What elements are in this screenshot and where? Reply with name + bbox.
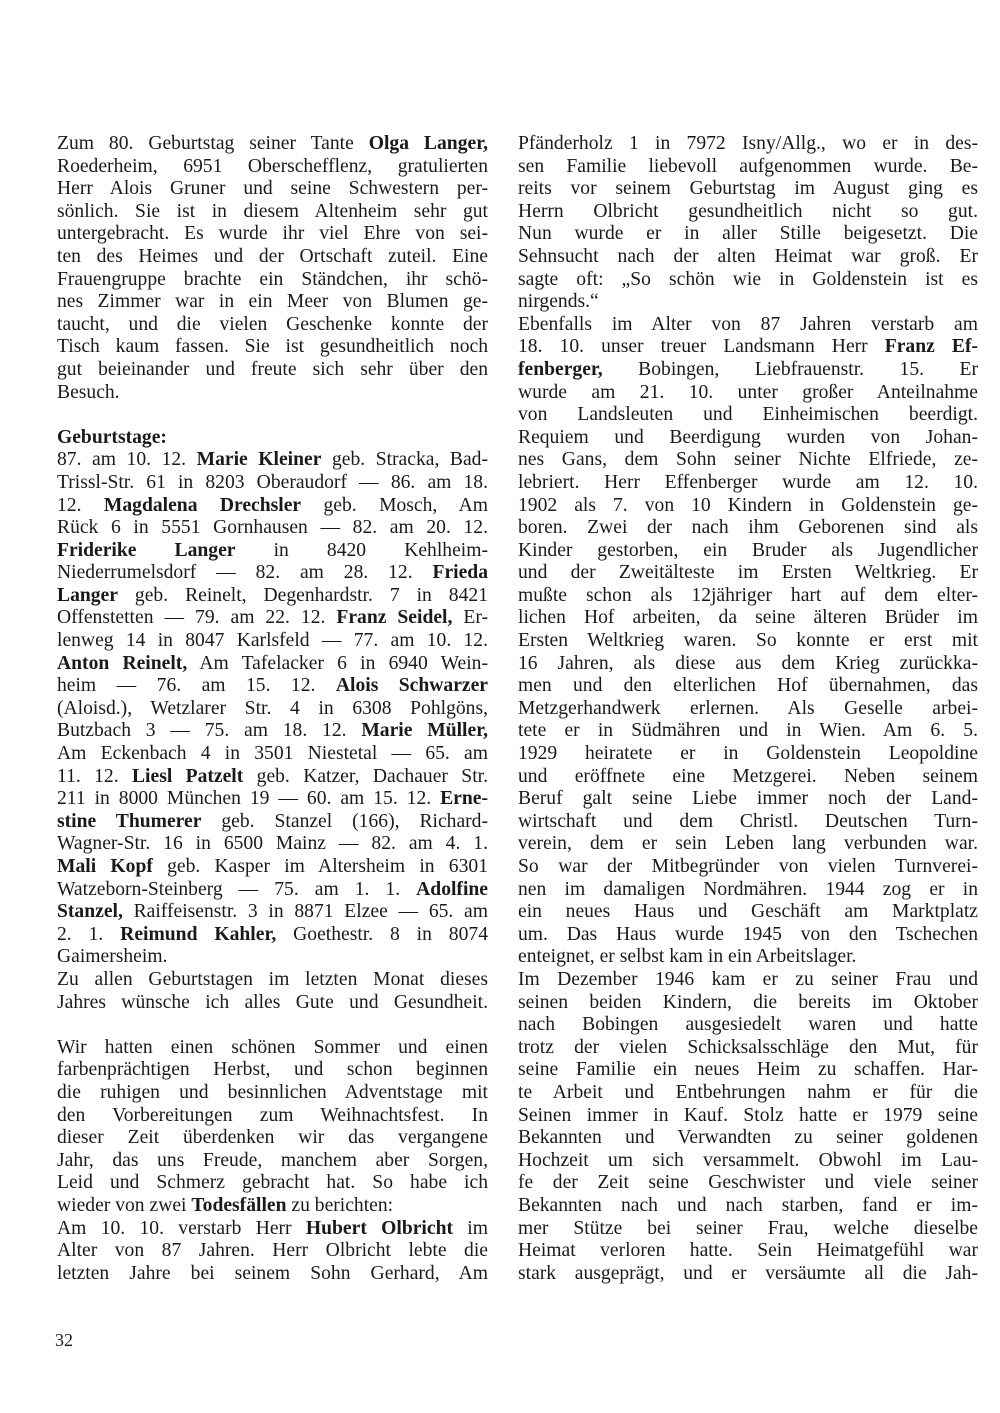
body-text: Er- <box>452 607 488 629</box>
body-text: Heimat verloren hatte. Sein Heimatgefühl war <box>518 1240 978 1262</box>
text-line <box>57 1037 488 1060</box>
bold-name-text: Mali Kopf <box>57 856 153 877</box>
text-line <box>518 540 978 563</box>
body-text: Kinder gestorben, ein Bruder als Jugendlicher <box>518 539 978 561</box>
text-line <box>518 495 978 518</box>
body-text: Leid und Schmerz gebracht hat. So habe ich <box>57 1172 488 1194</box>
text-line <box>518 992 978 1015</box>
text-line <box>57 133 488 156</box>
body-text: lebriert. Herr Effenberger wurde am 12. 10. <box>518 471 978 493</box>
text-line <box>57 517 488 540</box>
text-line <box>57 1059 488 1082</box>
text-line <box>518 291 978 314</box>
text-line <box>57 653 488 676</box>
body-text: te Arbeit und Entbehrungen nahm er für die <box>518 1081 978 1103</box>
body-text: lichen Hof arbeiten, da seine älteren Brüder im <box>518 607 978 629</box>
bold-name-text: Friderike Langer <box>57 539 236 561</box>
body-text: Goethestr. 8 in 8074 <box>276 923 488 945</box>
body-text: im <box>453 1217 488 1239</box>
body-text: in 8420 Kehlheim- <box>235 539 488 561</box>
body-text: geb. Mosch, Am <box>301 494 488 516</box>
text-line <box>518 924 978 947</box>
bold-name-text: Franz Ef- <box>884 336 978 358</box>
body-text: Metzgerhandwerk erlernen. Als Geselle arbei- <box>518 697 978 719</box>
text-line <box>518 788 978 811</box>
body-text: Trissl-Str. 61 in 8203 Oberaudorf — 86. am 18. <box>57 471 488 493</box>
text-line <box>57 1082 488 1105</box>
text-line <box>57 924 488 947</box>
text-line <box>57 291 488 314</box>
bold-name-text: Alois Schwarzer <box>335 675 488 697</box>
text-line <box>57 269 488 292</box>
body-text: nen im damaligen Nordmähren. 1944 zog er in <box>518 878 978 900</box>
body-text: Beruf galt seine Liebe immer noch der Land- <box>518 788 978 810</box>
body-text: um. Das Haus wurde 1945 von den Tschechen <box>518 923 978 945</box>
body-text: dieser Zeit überdenken wir das vergangene <box>57 1127 488 1149</box>
bold-name-text: Langer <box>57 584 118 606</box>
text-line <box>518 314 978 337</box>
body-text: Gaimersheim. <box>57 946 168 968</box>
text-line <box>57 427 488 450</box>
body-text: Zu allen Geburtstagen im letzten Monat dieses <box>57 968 488 990</box>
body-text: die ruhigen und besinnlichen Adventstage mit <box>57 1081 488 1103</box>
bold-name-text: Olga Langer, <box>368 133 488 154</box>
bold-name-text: Franz Seidel, <box>336 607 453 629</box>
text-line <box>518 359 978 382</box>
text-line <box>518 382 978 405</box>
bold-name-text: Liesl Patzelt <box>131 765 244 787</box>
text-line <box>518 178 978 201</box>
text-line <box>57 766 488 789</box>
body-text: wirtschaft und dem Christl. Deutschen Turn- <box>518 810 978 832</box>
body-text: ein neues Haus und Geschäft am Marktplatz <box>518 901 978 923</box>
text-line <box>57 449 488 472</box>
body-text: sagte oft: „So schön wie in Goldenstein ist es <box>518 268 978 290</box>
text-line <box>518 1105 978 1128</box>
body-text: 12. <box>57 494 104 516</box>
text-line <box>518 720 978 743</box>
body-text: Sehnsucht nach der alten Heimat war groß. Er <box>518 245 978 267</box>
body-text: ten des Heimes und der Ortschaft zuteil. Eine <box>57 245 488 267</box>
text-line <box>518 562 978 585</box>
text-line <box>518 1263 978 1286</box>
bold-name-text: Reimund Kahler, <box>120 923 277 945</box>
text-line <box>518 156 978 179</box>
text-line <box>57 833 488 856</box>
text-line <box>57 336 488 359</box>
body-text: Seinen immer in Kauf. Stolz hatte er 1979 seine <box>518 1104 978 1126</box>
body-text: sönlich. Sie ist in diesem Altenheim sehr gut <box>57 200 488 222</box>
body-text: heim — 76. am 15. 12. <box>57 675 336 697</box>
body-text: So war der Mitbegründer von vielen Turnverei- <box>518 856 978 877</box>
text-line <box>57 156 488 179</box>
body-text: Herr Alois Gruner und seine Schwestern per- <box>57 178 488 200</box>
right-text-column <box>518 133 978 1285</box>
text-line <box>518 427 978 450</box>
body-text: gut beieinander und freute sich sehr über den <box>57 358 488 380</box>
body-text: Herrn Olbricht gesundheitlich nicht so gut. <box>518 200 978 222</box>
body-text: taucht, und die vielen Geschenke konnte der <box>57 313 488 335</box>
text-line <box>57 946 488 969</box>
text-line <box>518 766 978 789</box>
text-line <box>57 1105 488 1128</box>
text-line <box>57 246 488 269</box>
body-text: (Aloisd.), Wetzlarer Str. 4 in 6308 Pohlgöns, <box>57 697 488 719</box>
text-line <box>518 1014 978 1037</box>
body-text: sen Familie liebevoll aufgenommen wurde. Be- <box>518 155 978 177</box>
body-text: farbenprächtigen Herbst, und schon beginnen <box>57 1059 488 1081</box>
text-line <box>518 743 978 766</box>
text-line <box>57 1172 488 1195</box>
text-line <box>518 630 978 653</box>
bold-name-text: Frieda <box>432 562 488 584</box>
body-text: 1902 als 7. von 10 Kindern in Goldenstein ge- <box>518 494 978 516</box>
text-line <box>57 607 488 630</box>
text-line <box>518 1127 978 1150</box>
text-line <box>518 879 978 902</box>
body-text: geb. Stracka, Bad- <box>321 449 488 471</box>
bold-name-text: Hubert Olbricht <box>305 1217 453 1239</box>
body-text: Wir hatten einen schönen Sommer und einen <box>57 1036 488 1058</box>
text-line <box>518 653 978 676</box>
body-text: geb. Katzer, Dachauer Str. <box>243 765 488 787</box>
body-text: Nun wurde er in aller Stille beigesetzt. Die <box>518 223 978 245</box>
text-line <box>57 969 488 992</box>
body-text: reits vor seinem Geburtstag im August ging es <box>518 178 978 200</box>
text-line <box>518 946 978 969</box>
body-text: stark ausgeprägt, und er versäumte all die Jah- <box>518 1262 978 1284</box>
text-line <box>57 901 488 924</box>
text-line <box>518 517 978 540</box>
text-line <box>57 630 488 653</box>
body-text: Hochzeit um sich versammelt. Obwohl im Lau- <box>518 1149 978 1171</box>
bold-name-text: stine Thumerer <box>57 810 202 832</box>
body-text: enteignet, er selbst kam in ein Arbeitslager. <box>518 946 857 968</box>
body-text: untergebracht. Es wurde ihr viel Ehre von sei- <box>57 223 488 245</box>
text-line <box>57 1150 488 1173</box>
body-text: Zum 80. Geburtstag seiner Tante <box>57 133 369 154</box>
body-text: Tisch kaum fassen. Sie ist gesundheitlich noch <box>57 336 488 358</box>
bold-name-text: Magdalena Drechsler <box>103 494 302 516</box>
text-line <box>57 879 488 902</box>
body-text: seine Familie ein neues Heim zu schaffen. Har- <box>518 1059 978 1081</box>
body-text: Bekannten nach und nach starben, fand er im- <box>518 1194 978 1216</box>
body-text: tete er in Südmähren und in Wien. Am 6. 5. <box>518 720 978 742</box>
body-text: letzten Jahre bei seinem Sohn Gerhard, Am <box>57 1262 488 1284</box>
body-text: geb. Stanzel (166), Richard- <box>201 810 489 832</box>
body-text: 87. am 10. 12. <box>57 449 197 471</box>
text-line <box>518 449 978 472</box>
text-line <box>518 833 978 856</box>
text-line <box>518 856 978 879</box>
bold-name-text: Marie Müller, <box>361 720 488 742</box>
text-line <box>518 1172 978 1195</box>
text-line <box>57 178 488 201</box>
bold-name-text: Marie Kleiner <box>196 449 322 471</box>
body-text: Wagner-Str. 16 in 6500 Mainz — 82. am 4. 1. <box>57 833 488 855</box>
text-line <box>57 1218 488 1241</box>
body-text: fe der Zeit seine Geschwister und viele seiner <box>518 1172 978 1194</box>
text-line <box>57 1195 488 1218</box>
body-text: 16 Jahren, als diese aus dem Krieg zurückka- <box>518 652 978 674</box>
text-line <box>518 246 978 269</box>
body-text: Am Tafelacker 6 in 6940 Wein- <box>187 652 488 674</box>
text-line <box>518 607 978 630</box>
body-text: 1929 heiratete er in Goldenstein Leopoldine <box>518 743 978 765</box>
body-text: wieder von zwei <box>57 1194 192 1216</box>
text-line <box>57 223 488 246</box>
text-line <box>57 811 488 834</box>
text-line <box>518 585 978 608</box>
text-line <box>57 382 488 405</box>
text-line <box>518 675 978 698</box>
text-line <box>518 901 978 924</box>
body-text: 211 in 8000 München 19 — 60. am 15. 12. <box>57 788 441 810</box>
body-text: Niederrumelsdorf — 82. am 28. 12. <box>57 562 433 584</box>
body-text: men und den elterlichen Hof übernahmen, das <box>518 675 978 697</box>
bold-name-text: fenberger, <box>518 358 603 380</box>
text-line <box>57 472 488 495</box>
body-text: Offenstetten — 79. am 22. 12. <box>57 607 337 629</box>
paragraph-gap <box>57 404 488 427</box>
text-line <box>518 1240 978 1263</box>
body-text: Pfänderholz 1 in 7972 Isny/Allg., wo er in des- <box>518 133 978 154</box>
body-text: Jahr, das uns Freude, manchem aber Sorgen, <box>57 1149 488 1171</box>
text-line <box>57 585 488 608</box>
body-text: 11. 12. <box>57 765 132 787</box>
body-text: Jahres wünsche ich alles Gute und Gesundheit. <box>57 991 488 1013</box>
body-text: geb. Reinelt, Degenhardstr. 7 in 8421 <box>117 584 488 606</box>
body-text: den Vorbereitungen zum Weihnachtsfest. In <box>57 1104 488 1126</box>
text-line <box>518 1195 978 1218</box>
text-line <box>57 856 488 879</box>
left-text-column <box>57 133 488 1285</box>
bold-name-text: Stanzel, <box>57 901 123 923</box>
body-text: 18. 10. unser treuer Landsmann Herr <box>518 336 885 358</box>
body-text: Rück 6 in 5551 Gornhausen — 82. am 20. 12. <box>57 517 488 539</box>
page-number: 32 <box>55 1330 73 1350</box>
body-text: Watzeborn-Steinberg — 75. am 1. 1. <box>57 878 417 900</box>
text-line <box>57 201 488 224</box>
bold-name-text: Todesfällen <box>191 1194 287 1216</box>
text-line <box>57 562 488 585</box>
body-text: mer Stütze bei seiner Frau, welche dieselbe <box>518 1217 978 1239</box>
text-line <box>518 1082 978 1105</box>
text-line <box>57 314 488 337</box>
text-line <box>518 1059 978 1082</box>
text-line <box>57 495 488 518</box>
body-text: Ersten Weltkrieg waren. So konnte er erst mit <box>518 630 978 652</box>
text-line <box>57 1127 488 1150</box>
text-line <box>57 720 488 743</box>
body-text: Butzbach 3 — 75. am 18. 12. <box>57 720 362 742</box>
text-line <box>518 1150 978 1173</box>
body-text: Bobingen, Liebfrauenstr. 15. Er <box>602 358 978 380</box>
body-text: boren. Zwei der nach ihm Geborenen sind als <box>518 517 978 539</box>
text-line <box>518 336 978 359</box>
body-text: und eröffnete eine Metzgerei. Neben seinem <box>518 765 978 787</box>
text-line <box>518 1218 978 1241</box>
text-line <box>57 1240 488 1263</box>
text-line <box>518 133 978 156</box>
body-text: nach Bobingen ausgesiedelt waren und hatte <box>518 1014 978 1036</box>
text-line <box>518 969 978 992</box>
text-line <box>518 811 978 834</box>
text-line <box>518 404 978 427</box>
body-text: wurde am 21. 10. unter großer Anteilnahme <box>518 381 978 403</box>
text-line <box>57 675 488 698</box>
body-text: seinen beiden Kindern, die bereits im Oktober <box>518 991 978 1013</box>
text-line <box>57 698 488 721</box>
paragraph-gap <box>57 1014 488 1037</box>
body-text: lenweg 14 in 8047 Karlsfeld — 77. am 10. 12. <box>57 630 488 652</box>
body-text: Im Dezember 1946 kam er zu seiner Frau und <box>518 968 978 990</box>
text-line <box>57 540 488 563</box>
body-text: nirgends.“ <box>518 291 599 313</box>
bold-name-text: Erne- <box>440 788 488 810</box>
bold-name-text: Geburtstage: <box>57 426 167 448</box>
bold-name-text: Anton Reinelt, <box>57 652 188 674</box>
text-line <box>518 201 978 224</box>
body-text: von Landsleuten und Einheimischen beerdigt. <box>518 404 978 426</box>
body-text: Alter von 87 Jahren. Herr Olbricht lebte die <box>57 1240 488 1262</box>
body-text: verein, dem er sein Leben lang verbunden war. <box>518 833 978 855</box>
text-line <box>518 269 978 292</box>
body-text: 2. 1. <box>57 923 121 945</box>
text-line <box>57 743 488 766</box>
text-line <box>518 698 978 721</box>
body-text: Requiem und Beerdigung wurden von Johan- <box>518 426 978 448</box>
text-line <box>518 223 978 246</box>
body-text: mußte schon als 12jähriger hart auf dem elter- <box>518 584 978 606</box>
body-text: und der Zweitälteste im Ersten Weltkrieg. Er <box>518 562 978 584</box>
body-text: nes Zimmer war in ein Meer von Blumen ge- <box>57 291 488 313</box>
body-text: Raiffeisenstr. 3 in 8871 Elzee — 65. am <box>122 901 488 923</box>
body-text: Ebenfalls im Alter von 87 Jahren verstarb am <box>518 313 978 335</box>
body-text: Roederheim, 6951 Oberschefflenz, gratulierten <box>57 155 488 177</box>
text-line <box>518 472 978 495</box>
body-text: zu berichten: <box>286 1194 394 1216</box>
body-text: nes Gans, dem Sohn seiner Nichte Elfriede, ze- <box>518 449 978 471</box>
text-line <box>57 992 488 1015</box>
body-text: Besuch. <box>57 381 120 403</box>
body-text: Am Eckenbach 4 in 3501 Niestetal — 65. am <box>57 743 488 765</box>
bold-name-text: Adolfine <box>416 878 488 900</box>
text-line <box>57 1263 488 1286</box>
text-line <box>57 788 488 811</box>
body-text: geb. Kasper im Altersheim in 6301 <box>152 856 488 877</box>
body-text: Bekannten und Verwandten zu seiner goldenen <box>518 1127 978 1149</box>
text-line <box>57 359 488 382</box>
body-text: Am 10. 10. verstarb Herr <box>57 1217 306 1239</box>
body-text: Frauengruppe brachte ein Ständchen, ihr schö- <box>57 268 488 290</box>
body-text: trotz der vielen Schicksalsschläge den Mut, für <box>518 1036 978 1058</box>
text-line <box>518 1037 978 1060</box>
